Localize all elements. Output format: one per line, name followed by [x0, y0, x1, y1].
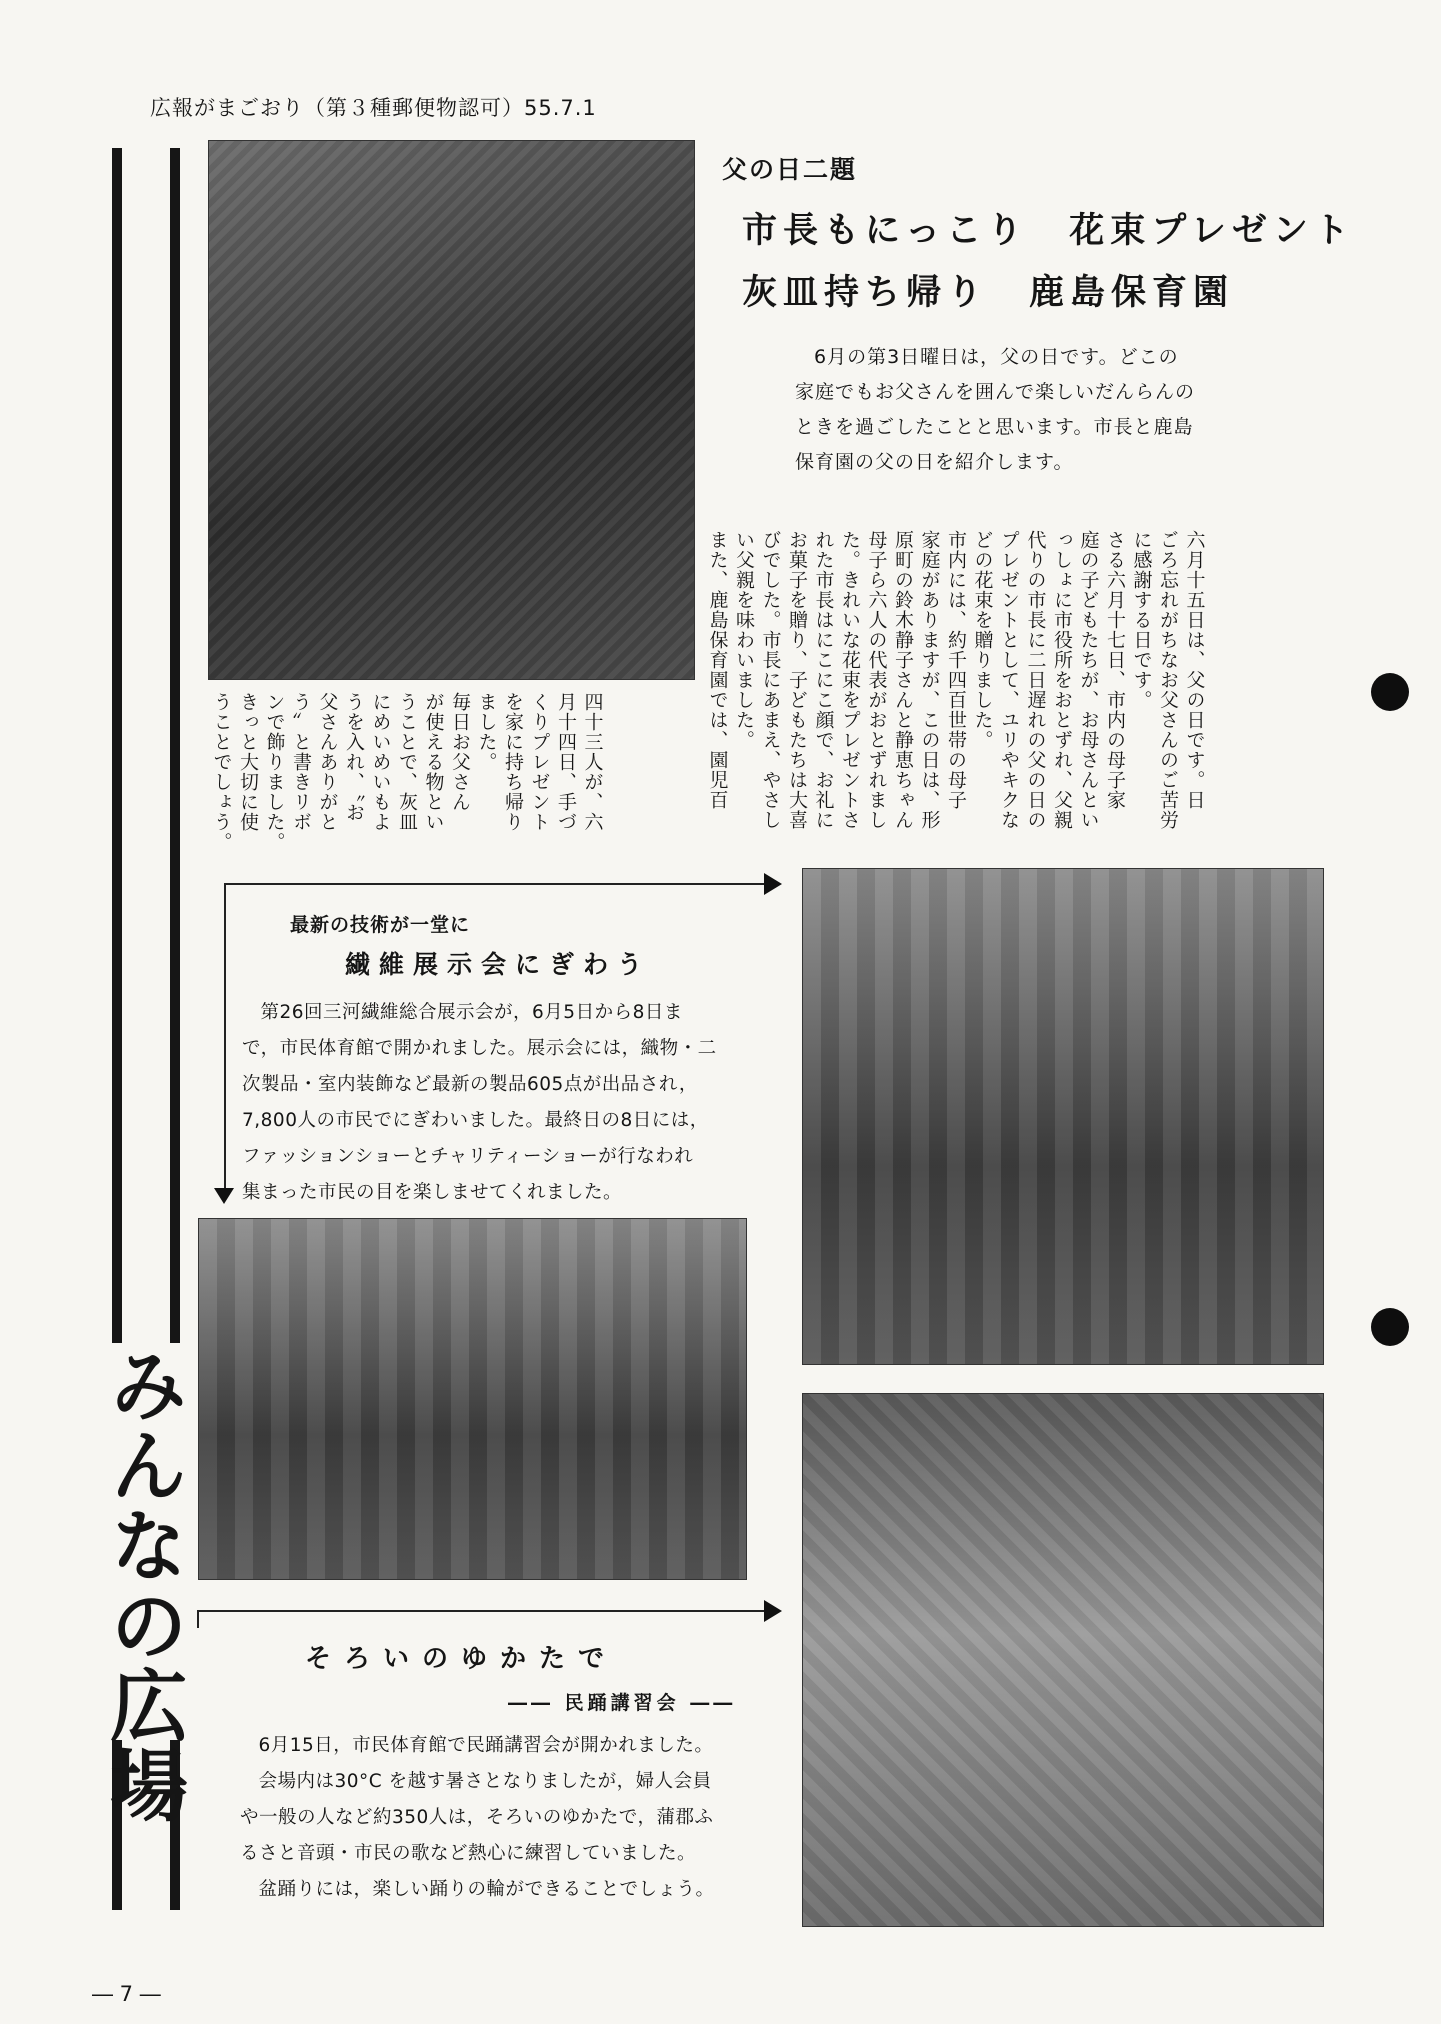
body-line: 集まった市民の目を楽しませてくれました。 [242, 1182, 623, 1203]
body-column-line: うことで、灰皿 [396, 692, 418, 832]
body-column-line: また、鹿島保育園では、園児百 [706, 530, 729, 810]
body-column-line: が使える物とい [422, 692, 445, 832]
body-column-line: にめいめいもよ [369, 692, 392, 832]
body-column-line: 母子ら六人の代表がおとずれまし [865, 530, 888, 830]
body-column-line: 四十三人が、六 [581, 692, 604, 832]
body-line: や一般の人など約350人は，そろいのゆかたで，蒲郡ふ [240, 1807, 714, 1828]
binder-hole-top [1371, 673, 1409, 711]
body-column-line: きっと大切に使 [237, 692, 259, 832]
body-column-line: に感謝する日です。 [1130, 530, 1153, 710]
lead-line: 保育園の父の日を紹介します。 [795, 451, 1074, 473]
body-column-line: うことでしょう。 [210, 692, 233, 852]
body-line: 会場内は30°C を越す暑さとなりましたが，婦人会員 [258, 1771, 712, 1792]
father-day-body-lower [208, 692, 606, 872]
body-column-line: れた市長はにこにこ顔で、お礼に [812, 530, 835, 830]
father-day-headline-2: 灰皿持ち帰り 鹿島保育園 [742, 273, 1235, 313]
body-column-line: い父親を味わいました。 [733, 530, 755, 750]
body-column-line: 六月十五日は、父の日です。日 [1183, 530, 1206, 810]
page-number: ― 7 ― [92, 1982, 161, 2006]
body-column-line: 毎日お父さん [449, 692, 471, 812]
body-line: ファッションショーとチャリティーショーが行なわれ [242, 1146, 694, 1167]
binder-hole-bottom [1371, 1308, 1409, 1346]
yukata-headline: そろいのゆかたで [305, 1644, 618, 1674]
lead-line: 家庭でもお父さんを囲んで楽しいだんらんの [795, 381, 1196, 403]
publication-header: 広報がまごおり（第３種郵便物認可）55.7.1 [150, 96, 597, 120]
body-column-line: 父さんありがと [316, 692, 339, 832]
body-column-line: ンで飾りました。 [263, 692, 286, 852]
textile-arrow-line [224, 883, 764, 885]
photo-exhibition-visitors [198, 1218, 747, 1580]
body-line: 次製品・室内装飾など最新の製品605点が出品され， [242, 1074, 698, 1095]
yukata-arrow-line [197, 1610, 764, 1612]
body-column-line: た。きれいな花束をプレゼントさ [839, 530, 861, 830]
body-column-line: 庭の子どもたちが、お母さんとい [1077, 530, 1100, 830]
right-arrow-icon [764, 1600, 782, 1622]
father-day-lead [795, 340, 1265, 480]
body-column-line: 市内には、約千四百世帯の母子 [945, 530, 967, 810]
textile-kicker: 最新の技術が一堂に [290, 914, 471, 936]
down-arrow-icon [214, 1188, 234, 1204]
body-column-line: どの花束を贈りました。 [971, 530, 994, 750]
body-line: 盆踊りには，楽しい踊りの輪ができることでしょう。 [258, 1879, 715, 1900]
photo-fashion-show [802, 868, 1324, 1365]
father-day-headline-1: 市長もにっこり 花束プレゼント [742, 211, 1355, 251]
body-column-line: ました。 [475, 692, 498, 772]
body-column-line: くりプレゼント [528, 692, 551, 832]
body-column-line: うを入れ、〝お [343, 692, 365, 823]
body-line: るさと音頭・市民の歌など熱心に練習していました。 [240, 1843, 697, 1864]
body-column-line: 家庭がありますが、この日は、形 [918, 530, 941, 830]
body-column-line: 原町の鈴木静子さんと静恵ちゃん [892, 530, 914, 830]
section-title-minna-no-hiroba: みんなの広場 [97, 1345, 188, 1825]
yukata-body [240, 1728, 785, 1908]
body-column-line: う〟と書きリボ [290, 692, 312, 832]
left-bar-inner [170, 148, 180, 1343]
yukata-arrow-vline [197, 1610, 199, 1628]
body-line: で，市民体育館で開かれました。展示会には，織物・二 [242, 1038, 717, 1059]
body-column-line: を家に持ち帰り [502, 692, 524, 832]
body-line: 6月15日，市民体育館で民踊講習会が開かれました。 [258, 1735, 714, 1756]
body-column-line: プレゼントとして、ユリやキクな [998, 530, 1020, 830]
body-line: 第26回三河繊維総合展示会が，6月5日から8日ま [260, 1002, 683, 1023]
body-column-line: さる六月十七日、市内の母子家 [1104, 530, 1126, 810]
father-day-body-upper [704, 530, 1208, 872]
body-column-line: っしょに市役所をおとずれ、父親 [1051, 530, 1073, 830]
yukata-subhead: ―― 民踊講習会 ―― [508, 1692, 737, 1714]
body-column-line: 代りの市長に二日遅れの父の日の [1024, 530, 1047, 830]
body-column-line: ごろ忘れがちなお父さんのご苦労 [1157, 530, 1179, 830]
textile-body [242, 995, 787, 1211]
father-day-kicker: 父の日二題 [722, 155, 858, 184]
right-arrow-icon [764, 873, 782, 895]
lead-line: 6月の第3日曜日は，父の日です。どこの [814, 346, 1179, 368]
body-column-line: お菓子を贈り、子どもたちは大喜 [786, 530, 808, 830]
lead-line: ときを過ごしたことと思います。市長と鹿島 [795, 416, 1194, 438]
photo-children-with-bouquets [208, 140, 695, 680]
left-bar-outer [112, 148, 122, 1343]
textile-arrow-vline [224, 883, 226, 1188]
body-line: 7,800人の市民でにぎわいました。最終日の8日には， [242, 1110, 709, 1131]
body-column-line: 月十四日、手づ [555, 692, 577, 832]
textile-headline: 繊維展示会にぎわう [345, 950, 652, 979]
photo-folk-dance-gym [802, 1393, 1324, 1927]
body-column-line: びでした。市長にあまえ、やさし [759, 530, 782, 830]
